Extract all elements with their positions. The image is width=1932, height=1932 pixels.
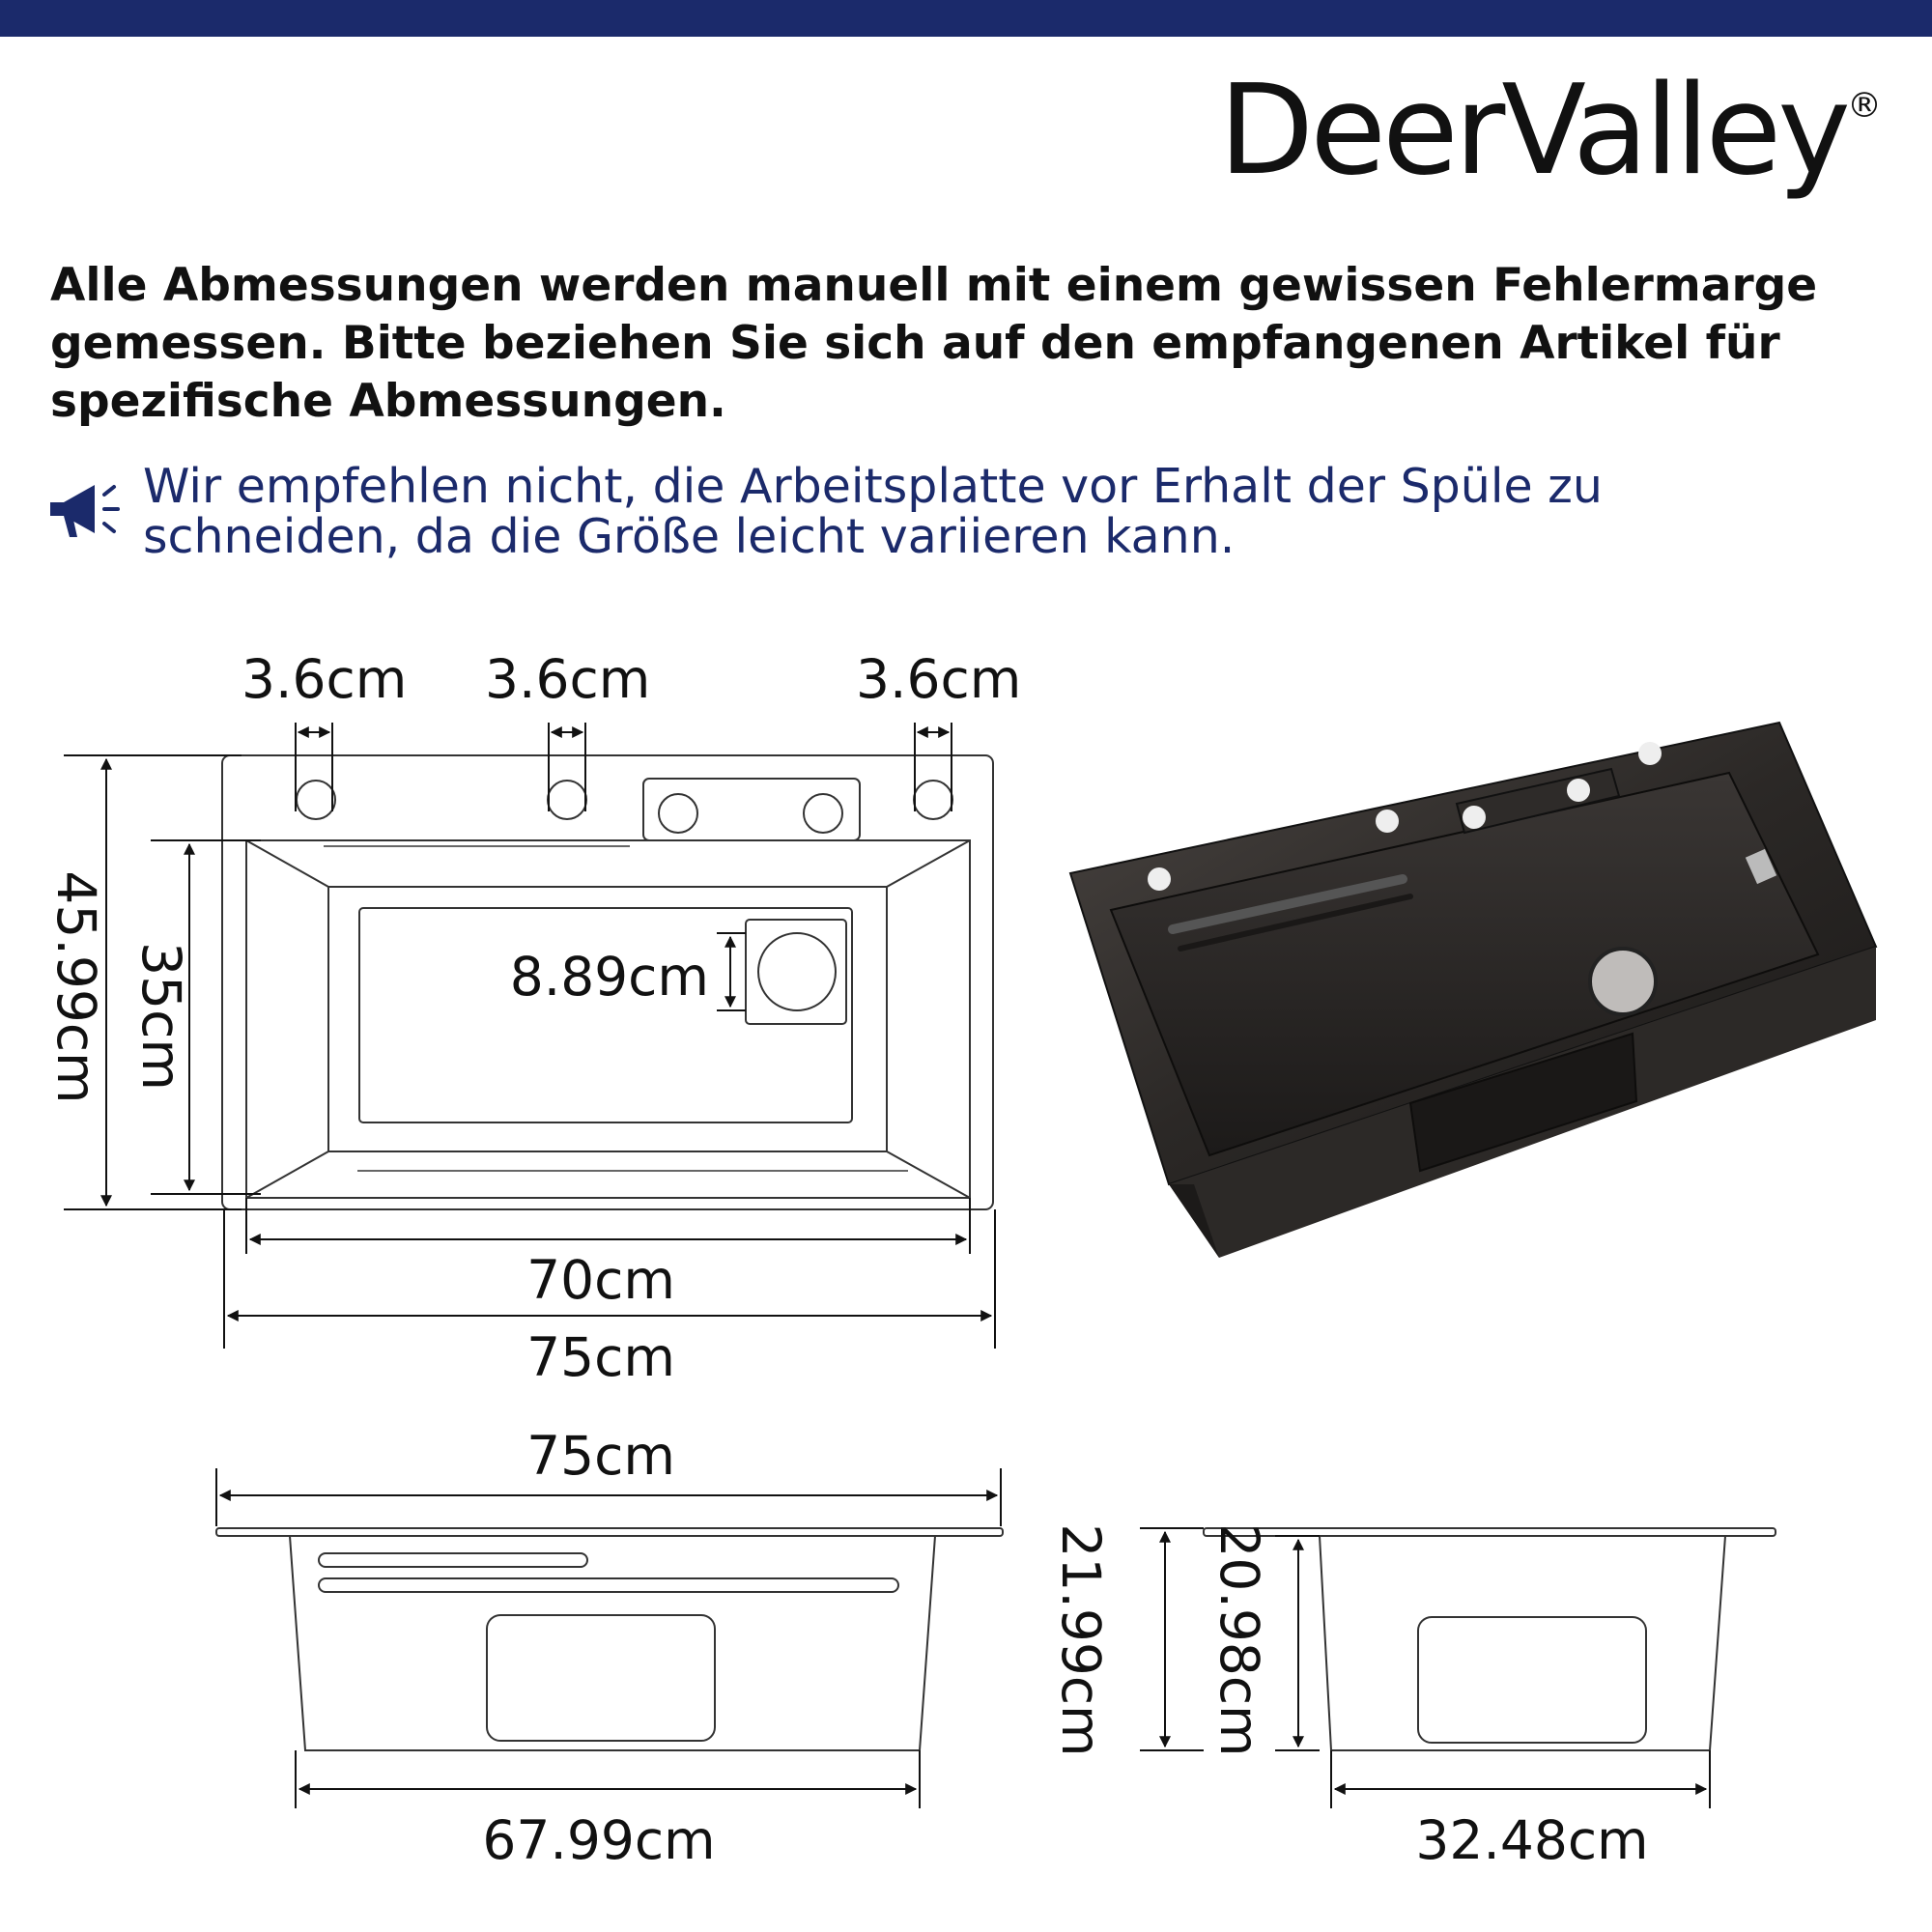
front-top-width-label: 75cm	[526, 1425, 675, 1487]
sink-photo-hole-5	[1638, 742, 1662, 765]
tap-hole-middle	[548, 781, 586, 819]
faucet-plate-hole-right	[804, 794, 842, 833]
sink-photo-hole-2	[1376, 810, 1399, 833]
sink-product-illustration	[1070, 723, 1876, 1258]
side-view-panel	[1418, 1617, 1646, 1743]
hole-spacing-right-label: 3.6cm	[856, 648, 1022, 710]
note-line-2: schneiden, da die Größe leicht variieren kann.	[143, 509, 1236, 564]
note-line-1: Wir empfehlen nicht, die Arbeitsplatte vor Erhalt der Spüle zu	[143, 459, 1603, 514]
outer-depth-label: 45.99cm	[45, 870, 107, 1104]
front-view-panel	[487, 1615, 715, 1741]
front-view	[216, 1528, 1003, 1750]
side-bowl-height-label: 20.98cm	[1208, 1523, 1270, 1757]
top-view-slope	[246, 840, 970, 1198]
registered-mark: ®	[1847, 86, 1882, 126]
drain-diameter-label: 8.89cm	[509, 946, 709, 1008]
sink-photo-hole-1	[1148, 867, 1171, 891]
drain-outline	[746, 920, 846, 1024]
faucet-plate-hole-left	[659, 794, 697, 833]
hole-spacing-left-label: 3.6cm	[242, 648, 408, 710]
tap-hole-right	[914, 781, 952, 819]
sink-photo-hole-3	[1463, 806, 1486, 829]
sink-photo-drain	[1590, 949, 1656, 1014]
side-view	[1204, 1528, 1776, 1750]
front-bottom-width-label: 67.99cm	[482, 1809, 716, 1871]
front-view-ledge-short	[319, 1553, 587, 1567]
sink-photo-hole-4	[1567, 779, 1590, 802]
top-view-basin	[246, 840, 970, 1198]
outer-width-label: 75cm	[526, 1326, 675, 1388]
side-bottom-width-label: 32.48cm	[1415, 1809, 1649, 1871]
inner-width-label: 70cm	[526, 1249, 675, 1311]
front-view-ledge-long	[319, 1578, 898, 1592]
front-view-rim	[216, 1528, 1003, 1536]
tap-hole-left	[297, 781, 335, 819]
hole-spacing-middle-label: 3.6cm	[485, 648, 651, 710]
side-view-rim	[1204, 1528, 1776, 1536]
side-total-height-label: 21.99cm	[1050, 1523, 1112, 1757]
top-view-bowl	[359, 908, 852, 1122]
front-view-dimensions	[216, 1468, 1001, 1808]
brand-name: DeerValley	[1218, 59, 1847, 203]
faucet-plate	[643, 779, 860, 840]
inner-depth-label: 35cm	[130, 942, 192, 1091]
side-view-body	[1320, 1536, 1725, 1750]
drain-hole	[758, 933, 836, 1010]
front-view-body	[290, 1536, 935, 1750]
measurement-disclaimer: Alle Abmessungen werden manuell mit einem gewissen Fehlermarge gemessen. Bitte beziehen Sie sich auf den empfangenen Artikel für spezifische Abmessungen.	[50, 259, 1818, 428]
